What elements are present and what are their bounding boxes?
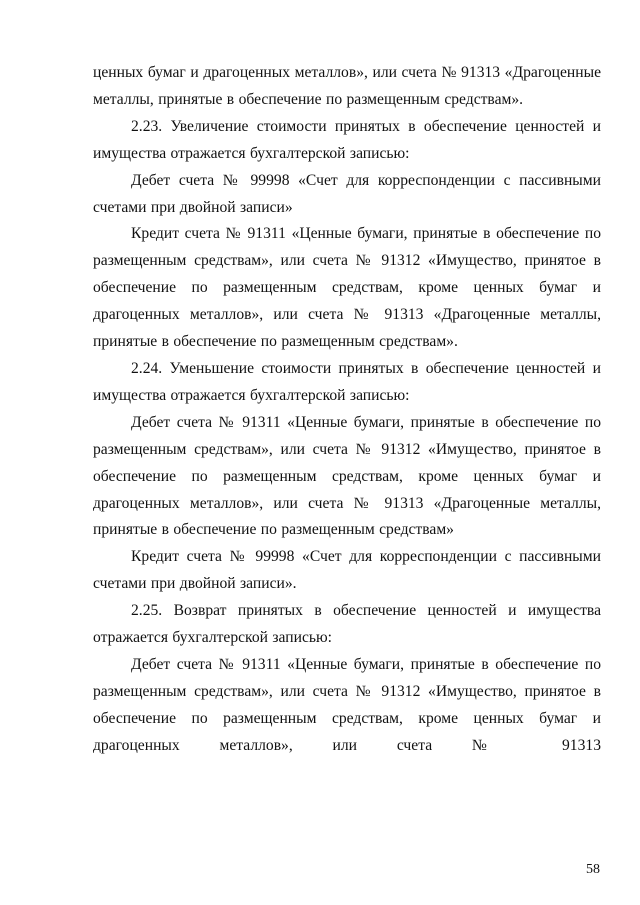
body-text bbox=[93, 60, 601, 760]
paragraph-debit-99998: Дебет счета № 99998 «Счет для корреспонденции с пассивными счетами при двойной записи» bbox=[93, 171, 601, 216]
paragraph-continuation: ценных бумаг и драгоценных металлов», или счета № 91313 «Драгоценные металлы, принятые в обеспечение по размещенным средствам». bbox=[93, 64, 601, 108]
page-number: 58 bbox=[586, 862, 600, 877]
paragraph-debit-91311-return: Дебет счета № 91311 «Ценные бумаги, принятые в обеспечение по размещенным средствам», или счета № 91312 «Имущество, принятое в обеспечение по размещенным средствам, кроме ценных бумаг и драгоценных металлов», или счета № 91313 bbox=[93, 655, 601, 754]
paragraph-2-23: 2.23. Увеличение стоимости принятых в обеспечение ценностей и имущества отражается бухгалтерской записью: bbox=[93, 117, 601, 162]
paragraph-2-25: 2.25. Возврат принятых в обеспечение ценностей и имущества отражается бухгалтерской записью: bbox=[93, 602, 601, 647]
paragraph-credit-99998: Кредит счета № 99998 «Счет для корреспонденции с пассивными счетами при двойной записи». bbox=[93, 548, 601, 593]
paragraph-debit-91311: Дебет счета № 91311 «Ценные бумаги, принятые в обеспечение по размещенным средствам», или счета № 91312 «Имущество, принятое в обеспечение по размещенным средствам, кроме ценных бумаг и драгоценных металлов», или счета № 91313 «Драгоценные металлы, принятые в обеспечение по размещенным средствам» bbox=[93, 413, 601, 539]
paragraph-credit-91311: Кредит счета № 91311 «Ценные бумаги, принятые в обеспечение по размещенным средствам», или счета № 91312 «Имущество, принятое в обеспечение по размещенным средствам, кроме ценных бумаг и драгоценных металлов», или счета № 91313 «Драгоценные металлы, принятые в обеспечение по размещенным средствам». bbox=[93, 225, 601, 351]
paragraph-2-24: 2.24. Уменьшение стоимости принятых в обеспечение ценностей и имущества отражается бухгалтерской записью: bbox=[93, 359, 601, 404]
